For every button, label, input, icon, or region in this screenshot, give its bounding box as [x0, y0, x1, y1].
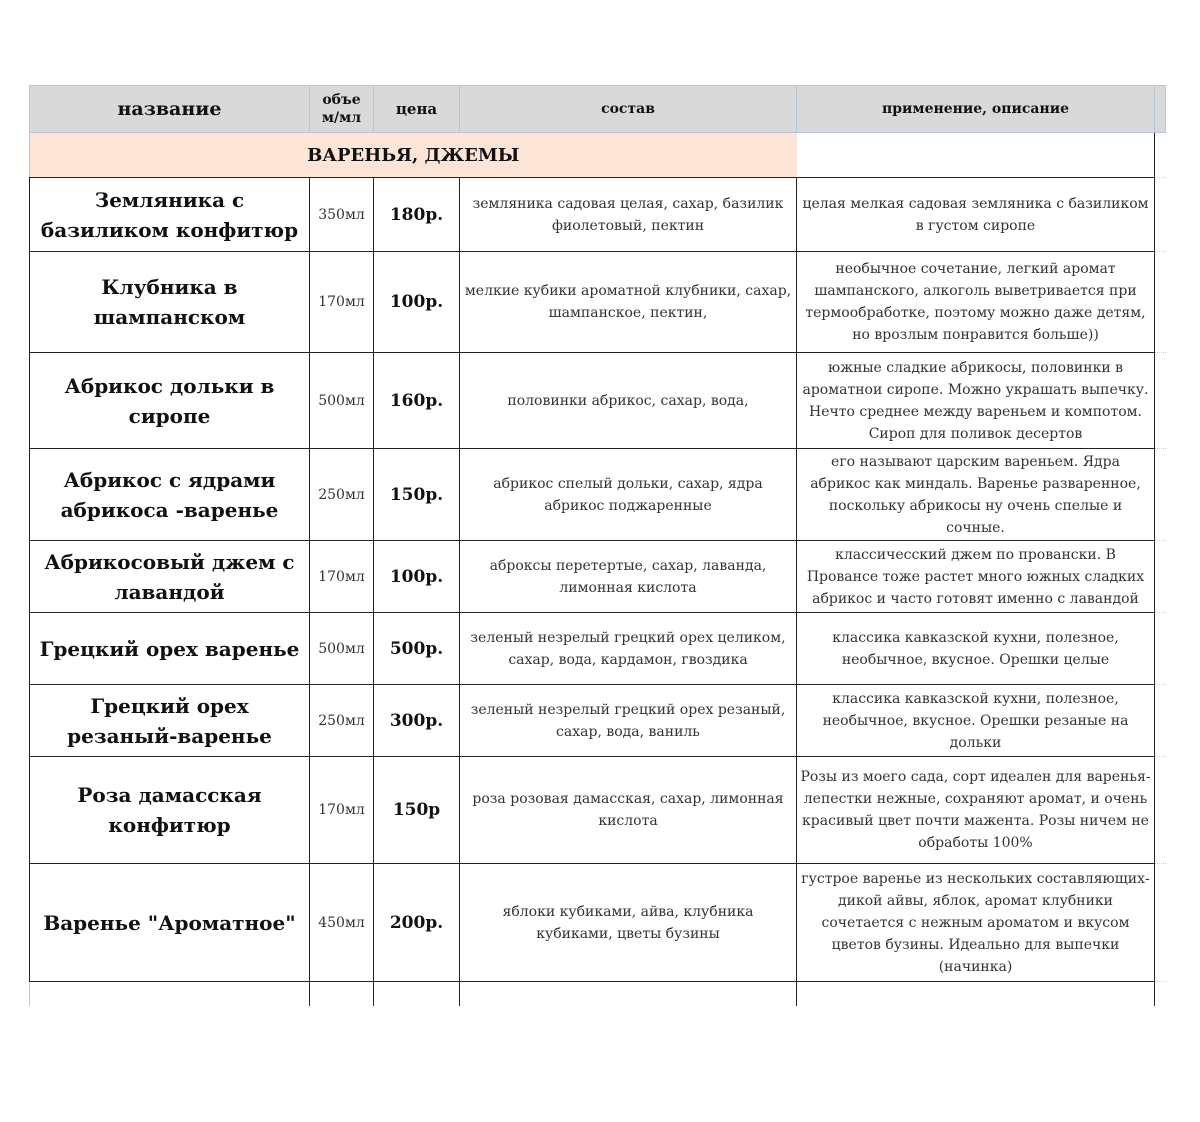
price-cell[interactable]: 180р.	[374, 178, 460, 252]
edge-cell[interactable]	[1155, 449, 1166, 541]
section-title[interactable]: ВАРЕНЬЯ, ДЖЕМЫ	[30, 133, 797, 178]
edge-cell[interactable]	[1155, 757, 1166, 864]
table-row	[30, 252, 1166, 353]
description-cell[interactable]: густрое варенье из нескольких составляющих- дикой айвы, яблок, аромат клубники сочетается с нежным ароматом и вкусом цветов бузины. Идеально для выпечки (начинка)	[797, 864, 1155, 982]
price-cell[interactable]: 160р.	[374, 353, 460, 449]
description-cell[interactable]: необычное сочетание, легкий аромат шампанского, алкоголь выветривается при термообработке, поэтому можно даже детям, но врозлым понравится больше))	[797, 252, 1155, 353]
table-row	[30, 685, 1166, 757]
name-cell[interactable]: Варенье "Ароматное"	[30, 864, 310, 982]
table-row	[30, 864, 1166, 982]
name-cell[interactable]: Земляника с базиликом конфитюр	[30, 178, 310, 252]
price-cell[interactable]: 300р.	[374, 685, 460, 757]
volume-cell[interactable]: 250мл	[310, 685, 374, 757]
name-cell[interactable]: Грецкий орех варенье	[30, 613, 310, 685]
composition-cell[interactable]: земляника садовая целая, сахар, базилик фиолетовый, пектин	[460, 178, 797, 252]
composition-cell[interactable]: аброксы перетертые, сахар, лаванда, лимонная кислота	[460, 541, 797, 613]
empty-row	[30, 982, 1166, 1007]
volume-cell[interactable]: 450мл	[310, 864, 374, 982]
composition-cell[interactable]: мелкие кубики ароматной клубники, сахар, шампанское, пектин,	[460, 252, 797, 353]
edge-cell[interactable]	[1155, 178, 1166, 252]
empty-cell[interactable]	[30, 982, 310, 1007]
header-extra-cell[interactable]	[1155, 86, 1166, 133]
volume-cell[interactable]: 170мл	[310, 541, 374, 613]
price-cell[interactable]: 150р.	[374, 449, 460, 541]
header-row	[30, 86, 1166, 133]
price-cell[interactable]: 100р.	[374, 252, 460, 353]
empty-cell[interactable]	[460, 982, 797, 1007]
volume-cell[interactable]: 250мл	[310, 449, 374, 541]
header-description[interactable]: применение, описание	[797, 86, 1155, 133]
price-table	[29, 85, 1166, 1006]
volume-cell[interactable]: 500мл	[310, 613, 374, 685]
edge-cell[interactable]	[1155, 541, 1166, 613]
description-cell[interactable]: классичесский джем по провански. В Провансе тоже растет много южных сладких абрикос и часто готовят именно с лавандой	[797, 541, 1155, 613]
price-cell[interactable]: 200р.	[374, 864, 460, 982]
edge-cell[interactable]	[1155, 353, 1166, 449]
empty-cell[interactable]	[797, 982, 1155, 1007]
table-row	[30, 353, 1166, 449]
header-composition[interactable]: состав	[460, 86, 797, 133]
empty-cell[interactable]	[310, 982, 374, 1007]
name-cell[interactable]: Абрикосовый джем с лавандой	[30, 541, 310, 613]
description-cell[interactable]: его называют царским вареньем. Ядра абрикос как миндаль. Варенье разваренное, поскольку абрикосы ну очень спелые и сочные.	[797, 449, 1155, 541]
table-row	[30, 449, 1166, 541]
composition-cell[interactable]: зеленый незрелый грецкий орех резаный, сахар, вода, ваниль	[460, 685, 797, 757]
name-cell[interactable]: Грецкий орех резаный-варенье	[30, 685, 310, 757]
composition-cell[interactable]: яблоки кубиками, айва, клубника кубиками, цветы бузины	[460, 864, 797, 982]
description-cell[interactable]: классика кавказской кухни, полезное, необычное, вкусное. Орешки резаные на дольки	[797, 685, 1155, 757]
section-blank-cell[interactable]	[797, 133, 1155, 178]
volume-cell[interactable]: 350мл	[310, 178, 374, 252]
edge-cell[interactable]	[1155, 133, 1166, 178]
section-row	[30, 133, 1166, 178]
price-cell[interactable]: 500р.	[374, 613, 460, 685]
description-cell[interactable]: южные сладкие абрикосы, половинки в ароматнои сиропе. Можно украшать выпечку. Нечто среднее между вареньем и компотом. Сироп для поливок десертов	[797, 353, 1155, 449]
empty-cell[interactable]	[1155, 982, 1166, 1007]
description-cell[interactable]: целая мелкая садовая земляника с базиликом в густом сиропе	[797, 178, 1155, 252]
volume-cell[interactable]: 170мл	[310, 252, 374, 353]
edge-cell[interactable]	[1155, 685, 1166, 757]
composition-cell[interactable]: роза розовая дамасская, сахар, лимонная кислота	[460, 757, 797, 864]
composition-cell[interactable]: абрикос спелый дольки, сахар, ядра абрикос поджаренные	[460, 449, 797, 541]
price-cell[interactable]: 150р	[374, 757, 460, 864]
header-price[interactable]: цена	[374, 86, 460, 133]
name-cell[interactable]: Клубника в шампанском	[30, 252, 310, 353]
composition-cell[interactable]: зеленый незрелый грецкий орех целиком, сахар, вода, кардамон, гвоздика	[460, 613, 797, 685]
table-row	[30, 757, 1166, 864]
edge-cell[interactable]	[1155, 252, 1166, 353]
description-cell[interactable]: классика кавказской кухни, полезное, необычное, вкусное. Орешки целые	[797, 613, 1155, 685]
price-cell[interactable]: 100р.	[374, 541, 460, 613]
empty-cell[interactable]	[374, 982, 460, 1007]
header-name[interactable]: название	[30, 86, 310, 133]
edge-cell[interactable]	[1155, 864, 1166, 982]
table-row	[30, 178, 1166, 252]
header-volume[interactable]: объе м/мл	[310, 86, 374, 133]
table-row	[30, 613, 1166, 685]
description-cell[interactable]: Розы из моего сада, сорт идеален для варенья- лепестки нежные, сохраняют аромат, и очень красивый цвет почти мажента. Розы ничем не обработы 100%	[797, 757, 1155, 864]
name-cell[interactable]: Абрикос с ядрами абрикоса -варенье	[30, 449, 310, 541]
edge-cell[interactable]	[1155, 613, 1166, 685]
name-cell[interactable]: Роза дамасская конфитюр	[30, 757, 310, 864]
price-list-sheet	[29, 85, 1165, 1006]
name-cell[interactable]: Абрикос дольки в сиропе	[30, 353, 310, 449]
volume-cell[interactable]: 170мл	[310, 757, 374, 864]
composition-cell[interactable]: половинки абрикос, сахар, вода,	[460, 353, 797, 449]
volume-cell[interactable]: 500мл	[310, 353, 374, 449]
table-row	[30, 541, 1166, 613]
